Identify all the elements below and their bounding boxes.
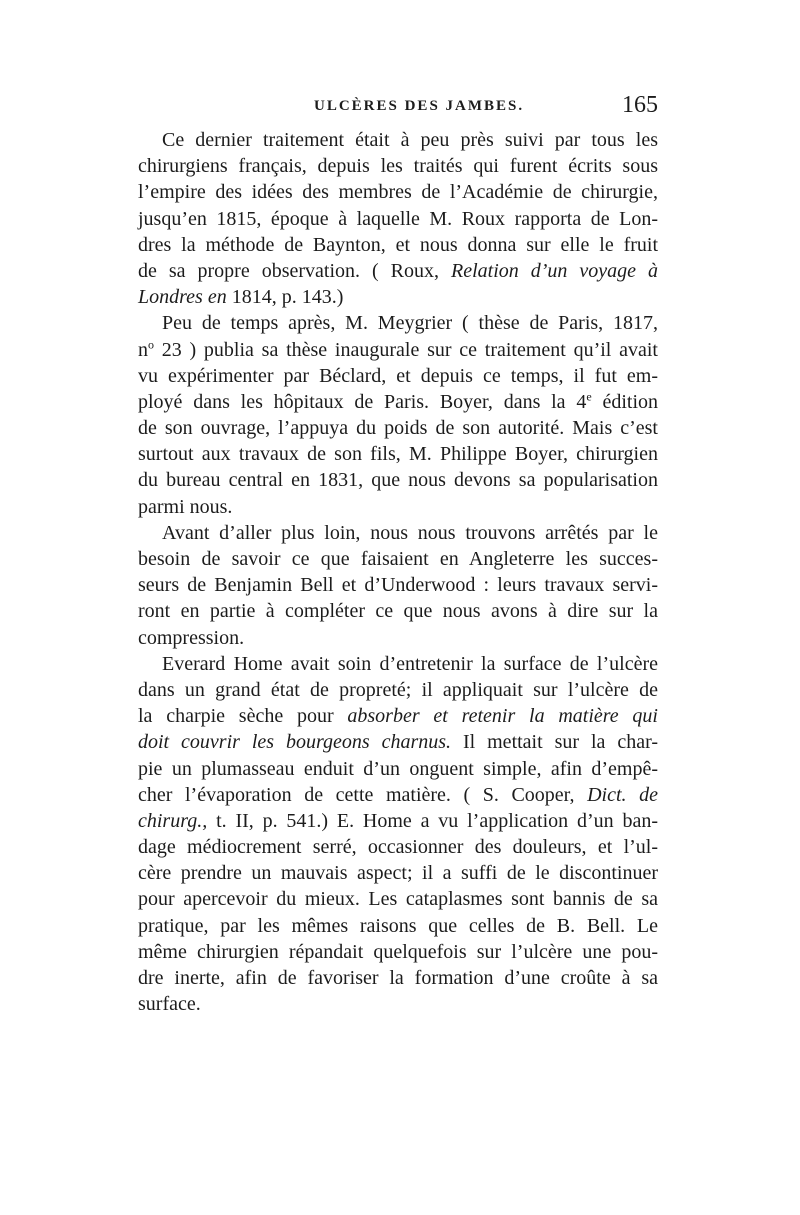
text-line bbox=[138, 206, 658, 232]
italic-text: absorber et retenir la matière qui bbox=[347, 705, 658, 728]
text-segment: besoin de savoir ce que faisaient en Angleterre les succes- bbox=[138, 548, 658, 570]
text-line bbox=[138, 808, 658, 834]
text-line bbox=[138, 939, 658, 965]
text-segment: la charpie sèche pour bbox=[138, 705, 348, 728]
text-line bbox=[138, 494, 658, 520]
text-segment: 23 ) publia sa thèse inaugurale sur ce traitement qu’il avait bbox=[154, 338, 658, 361]
text-segment: l’empire des idées des membres de l’Académie de chirurgie, bbox=[138, 181, 658, 204]
body-text bbox=[138, 127, 658, 1017]
text-segment: Peu de temps après, M. Meygrier ( thèse de Paris, 1817, bbox=[162, 312, 658, 335]
text-line bbox=[138, 886, 658, 912]
text-segment: édition bbox=[591, 390, 658, 413]
text-segment: dre inerte, afin de favoriser la formation d’une croûte à sa bbox=[138, 967, 658, 989]
text-line bbox=[138, 756, 658, 782]
text-line bbox=[138, 572, 658, 598]
text-segment: surface. bbox=[138, 993, 201, 1016]
paragraph bbox=[138, 310, 658, 520]
text-segment: dans un grand état de propreté; il appliquait sur l’ulcère de bbox=[138, 678, 658, 701]
text-line bbox=[138, 127, 658, 153]
text-line bbox=[138, 913, 658, 939]
text-line bbox=[138, 179, 658, 205]
text-segment: pour apercevoir du mieux. Les cataplasmes sont bannis de sa bbox=[138, 888, 658, 911]
text-segment: surtout aux travaux de son fils, M. Philippe Boyer, chirurgien bbox=[138, 443, 658, 466]
text-segment: n bbox=[138, 338, 148, 361]
text-segment: Ce dernier traitement était à peu près suivi par tous les bbox=[162, 129, 658, 151]
text-line bbox=[138, 153, 658, 179]
text-line bbox=[138, 991, 658, 1017]
text-line bbox=[138, 415, 658, 441]
paragraph bbox=[138, 651, 658, 1018]
paragraph bbox=[138, 520, 658, 651]
text-line bbox=[138, 729, 658, 755]
text-segment: pratique, par les mêmes raisons que celles de B. Bell. Le bbox=[138, 914, 658, 937]
text-segment: pie un plumasseau enduit d’un onguent simple, afin d’empê- bbox=[138, 757, 658, 780]
text-segment: ront en partie à compléter ce que nous avons à dire sur la bbox=[138, 600, 658, 623]
text-segment: 1814, p. 143.) bbox=[226, 286, 344, 309]
italic-text: Londres en bbox=[138, 286, 227, 309]
text-line bbox=[138, 782, 658, 808]
text-segment: de sa propre observation. ( Roux, bbox=[138, 259, 451, 282]
paragraph bbox=[138, 127, 658, 310]
text-segment: seurs de Benjamin Bell et d’Underwood : leurs travaux servi- bbox=[138, 574, 658, 597]
text-line bbox=[138, 363, 658, 389]
text-line bbox=[138, 520, 658, 546]
text-segment: ployé dans les hôpitaux de Paris. Boyer, dans la 4 bbox=[138, 390, 587, 413]
text-segment: Avant d’aller plus loin, nous nous trouvons arrêtés par le bbox=[162, 521, 658, 544]
text-line bbox=[138, 337, 658, 363]
text-segment: t. II, p. 541.) E. Home a vu l’application d’un ban- bbox=[207, 809, 658, 832]
text-line bbox=[138, 598, 658, 624]
text-line bbox=[138, 703, 658, 729]
text-segment: vu expérimenter par Béclard, et depuis ce temps, il fut em- bbox=[138, 364, 658, 387]
superscript: o bbox=[148, 336, 154, 351]
text-segment: même chirurgien répandait quelquefois sur l’ulcère une pou- bbox=[138, 940, 658, 963]
text-segment: jusqu’en 1815, époque à laquelle M. Roux rapporta de Lon- bbox=[138, 207, 658, 230]
text-segment: de son ouvrage, l’appuya du poids de son autorité. Mais c’est bbox=[138, 417, 658, 440]
text-line bbox=[138, 441, 658, 467]
text-segment: parmi nous. bbox=[138, 495, 233, 518]
text-line bbox=[138, 546, 658, 572]
text-line bbox=[138, 625, 658, 651]
text-line bbox=[138, 284, 658, 310]
text-line bbox=[138, 651, 658, 677]
text-segment: cher l’évaporation de cette matière. ( S. Cooper, bbox=[138, 783, 588, 806]
text-line bbox=[138, 258, 658, 284]
text-segment: cère prendre un mauvais aspect; il a suffi de le discontinuer bbox=[138, 862, 658, 885]
page-number: 165 bbox=[622, 92, 658, 118]
italic-text: Dict. de bbox=[587, 783, 658, 806]
text-line bbox=[138, 834, 658, 860]
text-segment: dage médiocrement serré, occasionner des douleurs, et l’ul- bbox=[138, 836, 658, 859]
text-segment: compression. bbox=[138, 626, 245, 649]
running-head bbox=[138, 92, 658, 122]
text-line bbox=[138, 310, 658, 336]
text-segment: dres la méthode de Baynton, et nous donna sur elle le fruit bbox=[138, 233, 658, 256]
text-line bbox=[138, 860, 658, 886]
text-line bbox=[138, 389, 658, 415]
superscript: e bbox=[586, 389, 592, 404]
text-segment: chirurgiens français, depuis les traités qui furent écrits sous bbox=[138, 155, 658, 178]
text-segment: du bureau central en 1831, que nous devons sa popularisation bbox=[138, 469, 658, 492]
text-line bbox=[138, 965, 658, 991]
italic-text: doit couvrir les bourgeons charnus. bbox=[138, 731, 452, 754]
italic-text: chirurg., bbox=[138, 809, 208, 832]
text-line bbox=[138, 467, 658, 493]
text-line bbox=[138, 677, 658, 703]
italic-text: Relation d’un voyage à bbox=[450, 259, 659, 282]
running-title: ULCÈRES DES JAMBES. bbox=[314, 98, 525, 114]
text-line bbox=[138, 232, 658, 258]
text-segment: Everard Home avait soin d’entretenir la surface de l’ulcère bbox=[162, 652, 658, 675]
text-segment: Il mettait sur la char- bbox=[451, 731, 658, 754]
